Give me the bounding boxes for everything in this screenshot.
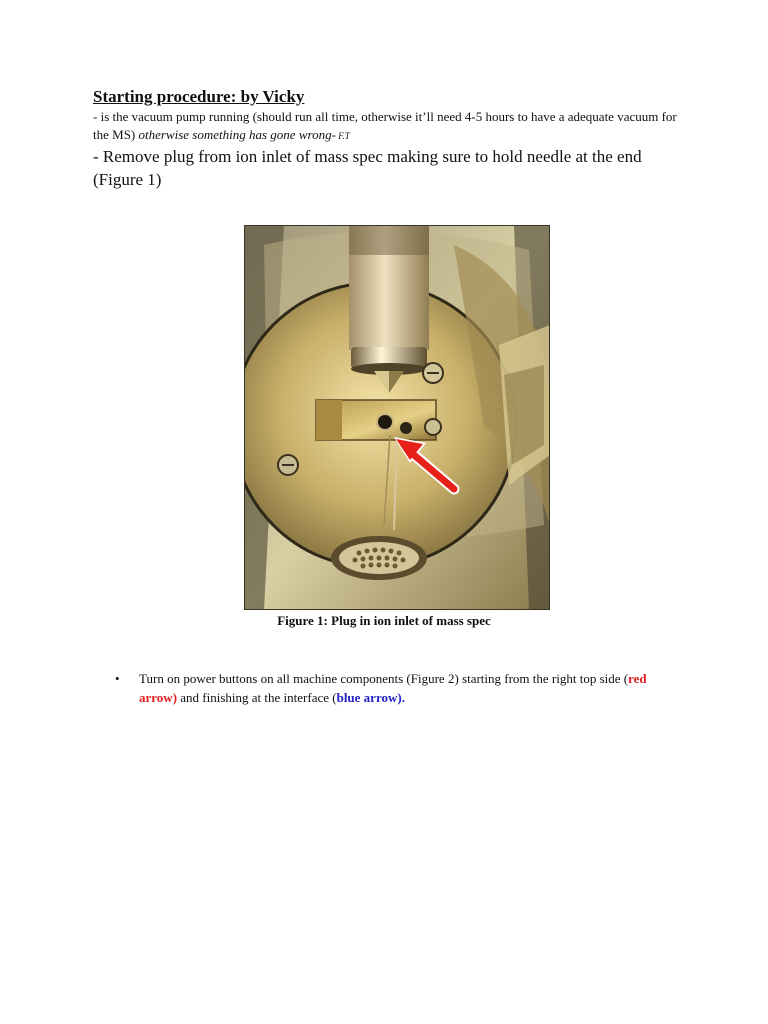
ion-inlet-plug bbox=[377, 414, 393, 430]
bullet-icon: • bbox=[115, 671, 120, 686]
author-initials: F.T bbox=[335, 131, 350, 141]
document-title: Starting procedure: by Vicky bbox=[93, 87, 305, 106]
power-on-text: Turn on power buttons on all machine components (Figure 2) starting from the right top side ( bbox=[139, 671, 629, 686]
vacuum-pump-note-italic: otherwise something has gone wrong- bbox=[138, 127, 336, 142]
blue-arrow-reference: blue arrow). bbox=[336, 690, 405, 705]
power-on-text-middle: and finishing at the interface ( bbox=[177, 690, 337, 705]
instruction-list bbox=[115, 669, 675, 707]
red-arrow-reference: red arrow) bbox=[139, 671, 647, 705]
remove-plug-step: - Remove plug from ion inlet of mass spec making sure to hold needle at the end (Figure 1) bbox=[93, 147, 642, 189]
figure-1-photo bbox=[244, 225, 550, 610]
vacuum-pump-note-text: - is the vacuum pump running (should run all time, otherwise it’ll need 4-5 hours to have a adequate vacuum for the MS) bbox=[93, 109, 677, 142]
vacuum-pump-note bbox=[93, 108, 683, 145]
list-item bbox=[115, 669, 675, 707]
figure-1-caption: Figure 1: Plug in ion inlet of mass spec bbox=[277, 613, 491, 628]
